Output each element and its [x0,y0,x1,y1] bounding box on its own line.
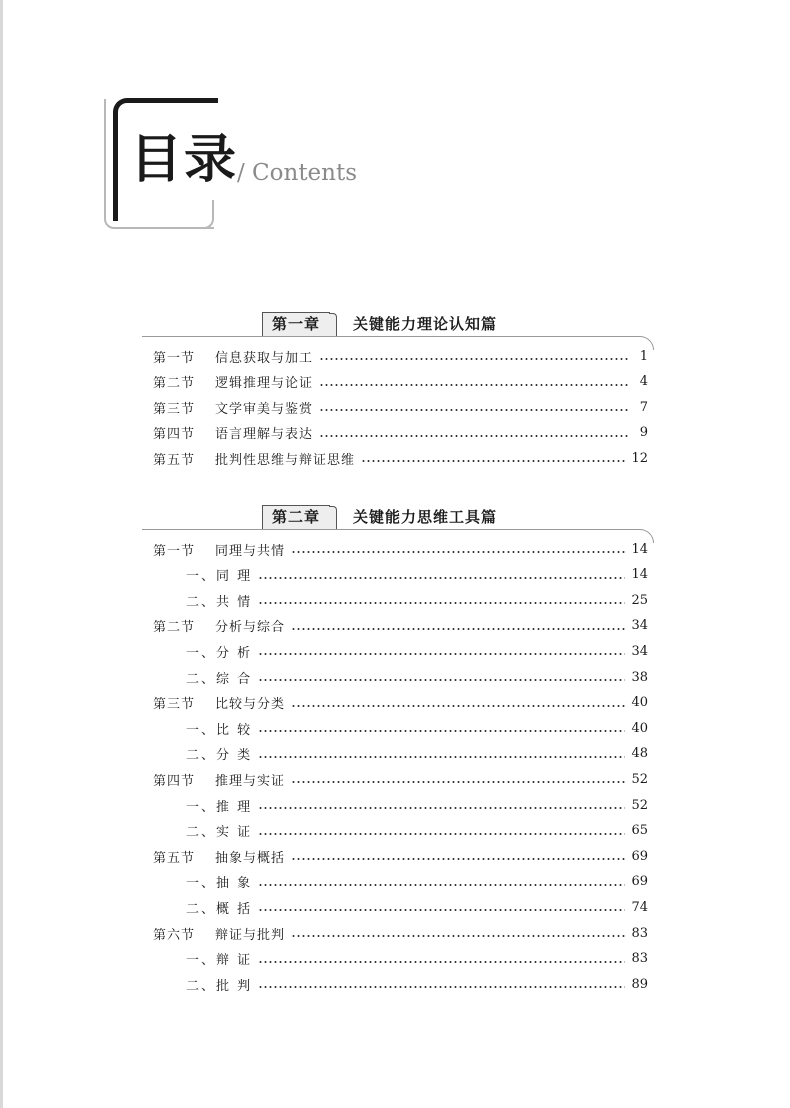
toc-section-title: 文学审美与鉴赏 [215,401,314,417]
toc-entry-label [186,872,252,891]
toc-section-number: 第二节 [153,376,196,392]
dot-leader [319,358,628,360]
toc-subentry[interactable] [186,897,648,917]
dot-leader [258,986,625,988]
dot-leader [258,756,625,758]
toc-page-number: 52 [631,771,648,787]
page-edge [0,0,3,1108]
toc-section-title: 分析与综合 [215,620,286,636]
toc-page-number: 65 [631,823,648,839]
toc-section-number: 第一节 [153,543,196,559]
toc-entry-label [153,347,313,366]
dot-leader [258,679,625,681]
toc-section-title: 批判性思维与辩证思维 [215,452,356,468]
toc-entry-label [153,693,285,712]
dot-leader [258,730,625,732]
toc-section-number: 第二节 [153,620,196,636]
dot-leader [291,628,625,630]
dot-leader [361,460,625,462]
toc-page-number: 25 [631,592,648,608]
toc-subentry[interactable] [186,744,648,764]
toc-page-number: 4 [639,374,648,390]
toc-entry[interactable] [153,423,648,443]
toc-entry-label [153,449,355,468]
dot-leader [258,961,625,963]
toc-page-number: 14 [631,567,648,583]
dot-leader [258,807,625,809]
toc-entry-label [186,591,252,610]
toc-page-number: 40 [631,720,648,736]
toc-page-number: 69 [631,874,648,890]
toc-page-number: 9 [639,425,648,441]
toc-entry-label [186,949,252,968]
toc-subentry[interactable] [186,718,648,738]
dot-leader [291,705,625,707]
toc-section-title: 同理与共情 [215,543,286,559]
toc-subentry-title: 二、分 类 [186,748,253,764]
toc-page-number: 38 [631,669,648,685]
toc-entry[interactable] [153,923,648,943]
toc-subentry-title: 二、批 判 [186,978,253,994]
page-title: 目录 [130,132,242,188]
toc-section-title: 逻辑推理与论证 [215,376,314,392]
dot-leader [319,435,628,437]
toc-subentry-title: 二、实 证 [186,825,253,841]
page-subtitle: / Contents [237,160,358,186]
toc-page-number: 83 [631,925,648,941]
toc-page-number: 89 [631,976,648,992]
toc-section-number: 第三节 [153,401,196,417]
toc-entry-label [186,821,252,840]
toc-entry-label [186,668,252,687]
dot-leader [319,384,628,386]
toc-page-number: 52 [631,797,648,813]
toc-section-number: 第六节 [153,927,196,943]
chapter-tab: 第一章 [262,312,330,336]
toc-entry-label [153,847,285,866]
toc-entry-label [153,770,285,789]
toc-subentry-title: 一、比 较 [186,722,253,738]
toc-page-number: 12 [631,450,648,466]
toc-entry-label [186,796,252,815]
toc-entry-label [186,719,252,738]
toc-subentry-title: 二、综 合 [186,671,253,687]
toc-subentry[interactable] [186,641,648,661]
toc-subentry-title: 一、辩 证 [186,953,253,969]
toc-section-number: 第一节 [153,350,196,366]
toc-section-number: 第五节 [153,850,196,866]
toc-section-title: 语言理解与表达 [215,427,314,443]
toc-subentry[interactable] [186,872,648,892]
toc-section-title: 推理与实证 [215,773,286,789]
dot-leader [258,909,625,911]
toc-section-title: 比较与分类 [215,697,286,713]
toc-section-title: 信息获取与加工 [215,350,314,366]
chapter-header [150,312,670,338]
toc-subentry[interactable] [186,974,648,994]
dot-leader [319,409,628,411]
toc-page-number: 14 [631,541,648,557]
toc-entry[interactable] [153,846,648,866]
dot-leader [291,935,625,937]
toc-subentry-title: 一、推 理 [186,799,253,815]
toc-entry-label [186,642,252,661]
dot-leader [291,781,625,783]
toc-subentry[interactable] [186,821,648,841]
toc-entry[interactable] [153,769,648,789]
toc-subentry-title: 二、共 情 [186,594,253,610]
toc-page-number: 40 [631,695,648,711]
toc-subentry[interactable] [186,795,648,815]
toc-entry-label [153,398,313,417]
toc-entry-label [153,423,313,442]
chapter-title: 关键能力理论认知篇 [353,315,498,333]
toc-entry-label [186,975,252,994]
toc-page-number: 48 [631,746,648,762]
toc-subentry-title: 一、同 理 [186,569,253,585]
toc-section-number: 第四节 [153,773,196,789]
toc-section-number: 第三节 [153,697,196,713]
chapter-header [150,505,670,531]
toc-page-number: 7 [639,399,648,415]
toc-entry[interactable] [153,448,648,468]
toc-entry[interactable] [153,693,648,713]
toc-entry-label [153,924,285,943]
toc-entry[interactable] [153,372,648,392]
toc-page-number: 34 [631,643,648,659]
toc-page-number: 69 [631,848,648,864]
dot-leader [258,653,625,655]
toc-entry[interactable] [153,397,648,417]
toc-entry-label [153,372,313,391]
toc-entry-label [186,898,252,917]
toc-subentry-title: 一、分 析 [186,645,253,661]
toc-section-title: 辩证与批判 [215,927,286,943]
toc-entry-label [186,744,252,763]
toc-page-number: 74 [631,899,648,915]
dot-leader [291,551,625,553]
toc-subentry[interactable] [186,565,648,585]
toc-section-title: 抽象与概括 [215,850,286,866]
dot-leader [258,577,625,579]
toc-entry[interactable] [153,616,648,636]
dot-leader [291,858,625,860]
title-frame-corner [194,200,214,229]
toc-subentry[interactable] [186,949,648,969]
toc-subentry-title: 一、抽 象 [186,876,253,892]
toc-section-number: 第四节 [153,427,196,443]
toc-section-number: 第五节 [153,452,196,468]
toc-subentry-title: 二、概 括 [186,901,253,917]
toc-entry[interactable] [153,539,648,559]
toc-entry-label [186,565,252,584]
toc-page-number: 1 [639,348,648,364]
toc-entry-label [153,540,285,559]
toc-subentry[interactable] [186,667,648,687]
dot-leader [258,833,625,835]
chapter-tab: 第二章 [262,505,330,529]
dot-leader [258,884,625,886]
toc-page-number: 34 [631,618,648,634]
chapter-title: 关键能力思维工具篇 [353,508,498,526]
toc-entry[interactable] [153,346,648,366]
toc-subentry[interactable] [186,590,648,610]
toc-entry-label [153,616,285,635]
toc-page-number: 83 [631,951,648,967]
dot-leader [258,602,625,604]
